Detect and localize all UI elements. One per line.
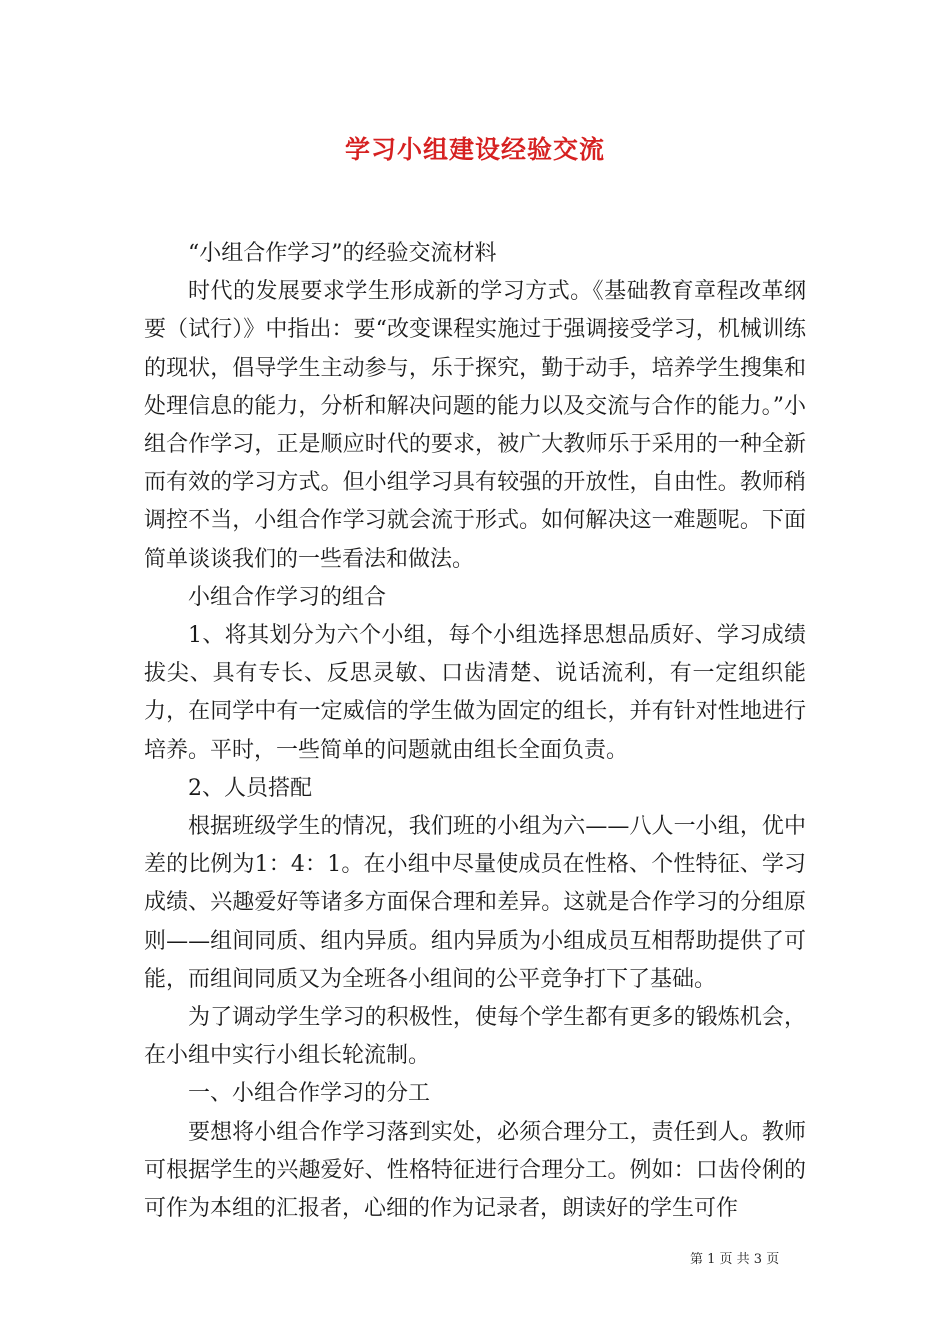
paragraph-point-1: 1、将其划分为六个小组，每个小组选择思想品质好、学习成绩拔尖、具有专长、反思灵敏、口齿清楚、说话流利，有一定组织能力，在同学中有一定威信的学生做为固定的组长，并有针对性地进行培养。平时，一些简单的问题就由组长全面负责。: [144, 623, 806, 763]
paragraph-rotation: 为了调动学生学习的积极性，使每个学生都有更多的锻炼机会，在小组中实行小组长轮流制。: [144, 1005, 806, 1069]
paragraph-intro: 时代的发展要求学生形成新的学习方式。《基础教育章程改革纲要（试行）》中指出：要“改变课程实施过于强调接受学习，机械训练的现状，倡导学生主动参与，乐于探究，勤于动手，培养学生搜集和处理信息的能力，分析和解决问题的能力以及交流与合作的能力。”小组合作学习，正是顺应时代的要求，被广大教师乐于采用的一种全新而有效的学习方式。但小组学习具有较强的开放性，自由性。教师稍调控不当，小组合作学习就会流于形式。如何解决这一难题呢。下面简单谈谈我们的一些看法和做法。: [144, 279, 806, 572]
document-title: 学习小组建设经验交流: [344, 135, 605, 164]
paragraph-point-2-body: 根据班级学生的情况，我们班的小组为六——八人一小组，优中差的比例为1：4：1。在小组中尽量使成员在性格、个性特征、学习成绩、兴趣爱好等诸多方面保合理和差异。这就是合作学习的分组原则——组间同质、组内异质。组内异质为小组成员互相帮助提供了可能，而组间同质又为全班各小组间的公平竞争打下了基础。: [144, 814, 806, 992]
paragraph-point-2-heading: 2、人员搭配: [188, 775, 312, 801]
page-number-footer: 第 1 页 共 3 页: [690, 1252, 780, 1267]
paragraph-heading-material: “小组合作学习”的经验交流材料: [188, 241, 497, 266]
paragraph-division-body: 要想将小组合作学习落到实处，必须合理分工，责任到人。教师可根据学生的兴趣爱好、性格特征进行合理分工。例如：口齿伶俐的可作为本组的汇报者，心细的作为记录者，朗读好的学生可作: [144, 1119, 806, 1222]
paragraph-section-division: 一、小组合作学习的分工: [188, 1081, 431, 1107]
paragraph-section-grouping: 小组合作学习的组合: [188, 584, 387, 610]
document-body: [144, 235, 806, 1228]
